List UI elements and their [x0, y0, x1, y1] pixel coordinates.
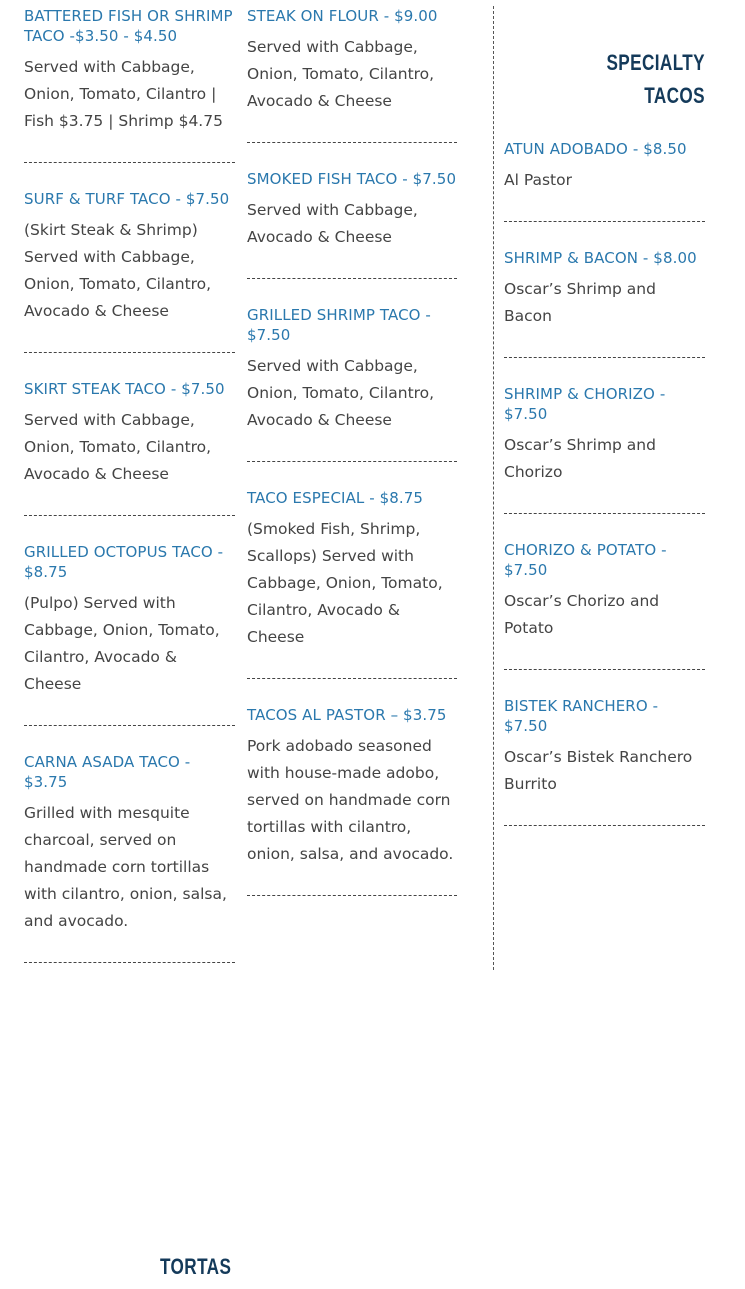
- menu-item-title: SHRIMP & CHORIZO - $7.50: [504, 385, 666, 423]
- menu-item-title: CARNA ASADA TACO - $3.75: [24, 753, 191, 791]
- menu-item: [24, 752, 235, 963]
- menu-item-description: (Smoked Fish, Shrimp, Scallops) Served with Cabbage, Onion, Tomato, Cilantro, Avocado & Cheese: [247, 520, 443, 646]
- menu-item-title: SURF & TURF TACO - $7.50: [24, 190, 230, 208]
- menu-item-title: TACOS AL PASTOR – $3.75: [247, 706, 447, 724]
- menu-item: [504, 384, 705, 514]
- menu-item-description: Oscar’s Chorizo and Potato: [504, 592, 660, 637]
- menu-item: [24, 189, 235, 353]
- heading-line: TACOS: [644, 83, 705, 108]
- menu-item-title: SHRIMP & BACON - $8.00: [504, 249, 697, 267]
- tortas-heading: TORTAS: [160, 1254, 232, 1279]
- menu-item-title: SKIRT STEAK TACO - $7.50: [24, 380, 225, 398]
- menu-item: [504, 696, 705, 826]
- menu-item-description: Served with Cabbage, Onion, Tomato, Cilantro, Avocado & Cheese: [247, 357, 435, 429]
- menu-item: [247, 705, 457, 896]
- menu-item: [504, 248, 705, 358]
- menu-item-description: Pork adobado seasoned with house-made adobo, served on handmade corn tortillas with cilantro, onion, salsa, and avocado.: [247, 737, 454, 863]
- column-divider: [493, 6, 494, 970]
- menu-item-description: Oscar’s Shrimp and Bacon: [504, 280, 656, 325]
- menu-item-description: Served with Cabbage, Onion, Tomato, Cilantro | Fish $3.75 | Shrimp $4.75: [24, 58, 223, 130]
- menu-item: [24, 542, 235, 726]
- menu-item-title: TACO ESPECIAL - $8.75: [247, 489, 424, 507]
- menu-item-title: GRILLED OCTOPUS TACO - $8.75: [24, 543, 224, 581]
- menu-item-title: GRILLED SHRIMP TACO - $7.50: [247, 306, 431, 344]
- menu-item-description: Oscar’s Shrimp and Chorizo: [504, 436, 656, 481]
- menu-item: [247, 488, 457, 679]
- menu-column-specialty: [504, 0, 705, 852]
- menu-column-left: [24, 0, 235, 989]
- heading-line: SPECIALTY: [606, 50, 705, 75]
- menu-item-description: Served with Cabbage, Avocado & Cheese: [247, 201, 418, 246]
- menu-item: [504, 139, 705, 222]
- menu-item-description: Grilled with mesquite charcoal, served on handmade corn tortillas with cilantro, onion, salsa, and avocado.: [24, 804, 227, 930]
- menu-item-description: (Skirt Steak & Shrimp) Served with Cabbage, Onion, Tomato, Cilantro, Avocado & Cheese: [24, 221, 212, 320]
- menu-item: [247, 169, 457, 279]
- menu-item-description: Served with Cabbage, Onion, Tomato, Cilantro, Avocado & Cheese: [247, 38, 435, 110]
- menu-item: [247, 6, 457, 143]
- menu-item-description: Served with Cabbage, Onion, Tomato, Cilantro, Avocado & Cheese: [24, 411, 212, 483]
- menu-item-title: SMOKED FISH TACO - $7.50: [247, 170, 457, 188]
- menu-item-description: Al Pastor: [504, 171, 572, 189]
- menu-item: [24, 379, 235, 516]
- menu-column-middle: [247, 0, 457, 922]
- menu-item-title: BATTERED FISH OR SHRIMP TACO -$3.50 - $4.50: [24, 7, 233, 45]
- menu-item-title: BISTEK RANCHERO - $7.50: [504, 697, 659, 735]
- menu-item-title: CHORIZO & POTATO - $7.50: [504, 541, 667, 579]
- menu-item-description: (Pulpo) Served with Cabbage, Onion, Tomato, Cilantro, Avocado & Cheese: [24, 594, 220, 693]
- menu-item: [504, 540, 705, 670]
- specialty-tacos-heading: [548, 46, 705, 112]
- menu-item-description: Oscar’s Bistek Ranchero Burrito: [504, 748, 693, 793]
- menu-item: [247, 305, 457, 462]
- menu-item-title: ATUN ADOBADO - $8.50: [504, 140, 687, 158]
- menu-item: [24, 6, 235, 163]
- menu-item-title: STEAK ON FLOUR - $9.00: [247, 7, 438, 25]
